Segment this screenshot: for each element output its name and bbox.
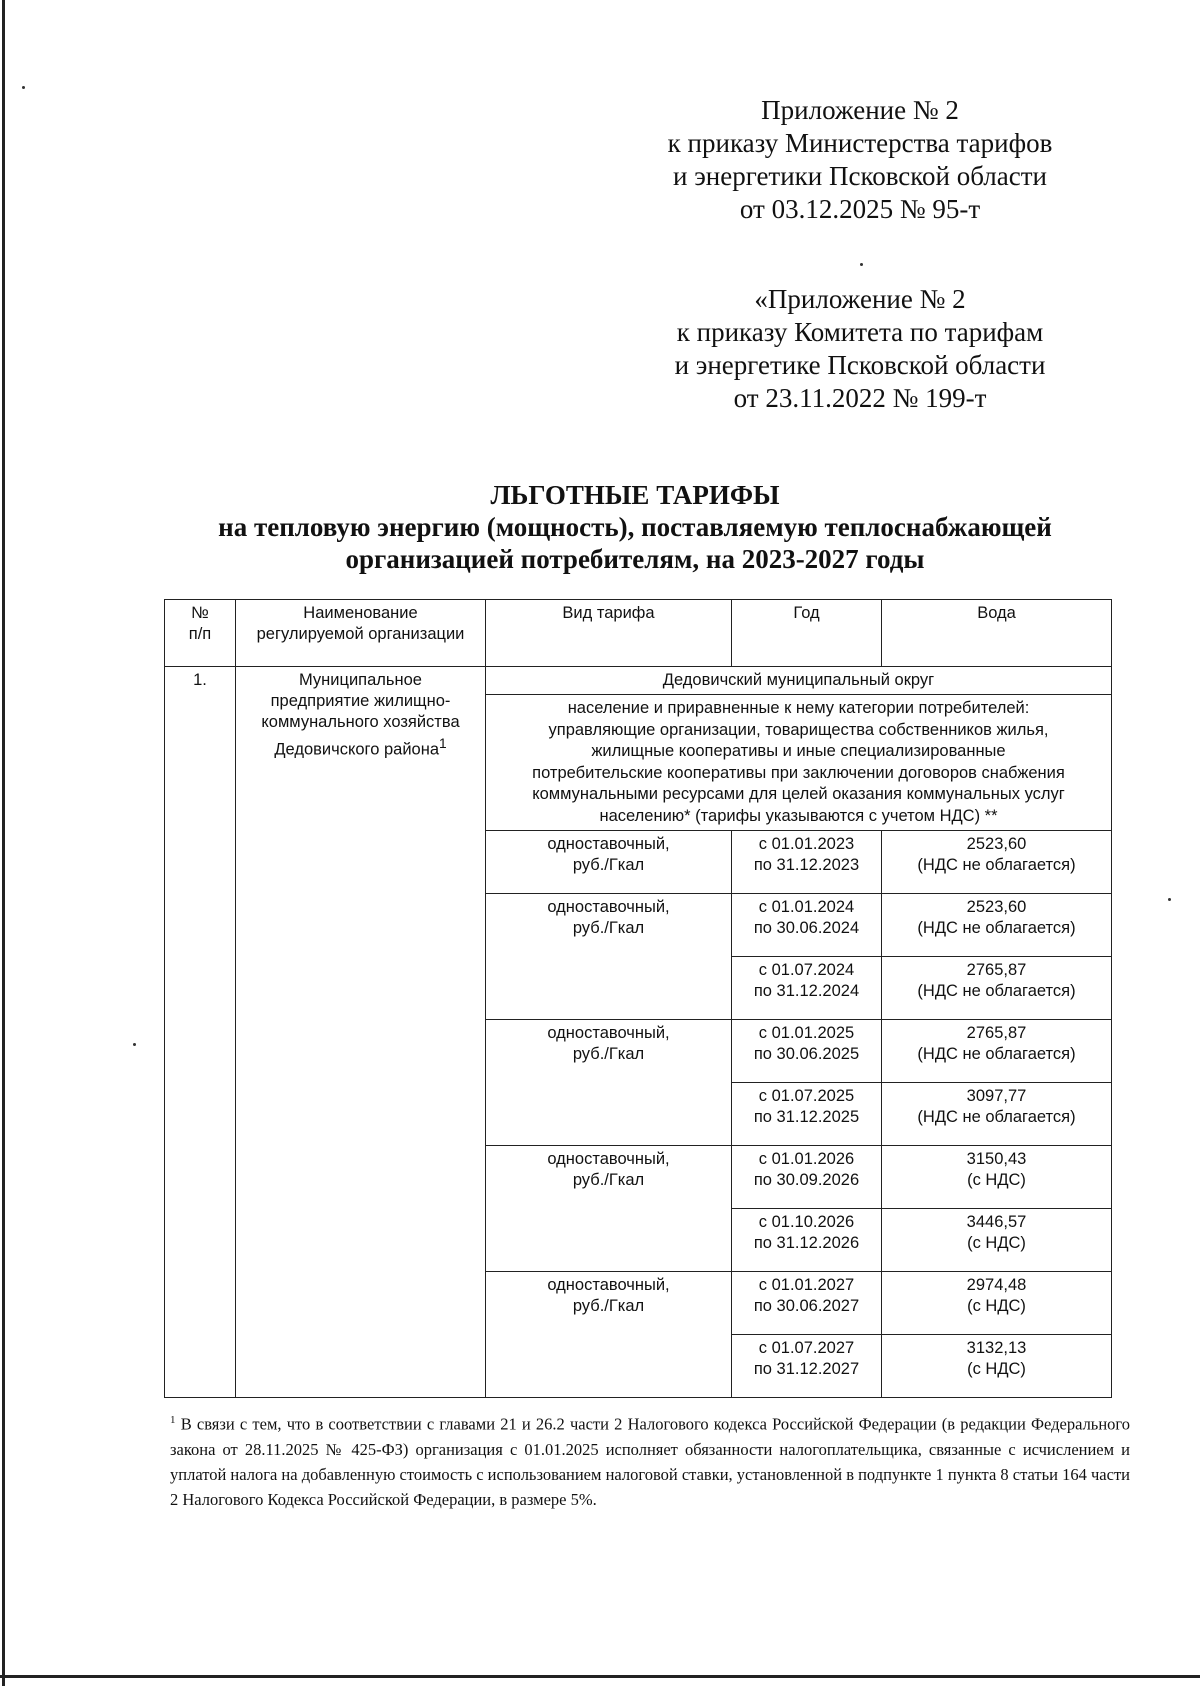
period-cell xyxy=(732,957,882,1020)
row-number: 1. xyxy=(165,667,236,1398)
title-line: организацией потребителям, на 2023-2027 годы xyxy=(345,544,925,574)
period-cell xyxy=(732,1020,882,1083)
scan-speck xyxy=(860,263,863,266)
appendix-current-header xyxy=(640,94,1080,226)
tariff-type-line: одноставочный, xyxy=(547,835,670,853)
table-header-row xyxy=(165,600,1112,667)
vat-note: (НДС не облагается) xyxy=(917,982,1076,1000)
vat-note: (с НДС) xyxy=(967,1360,1026,1378)
period-from: с 01.07.2024 xyxy=(758,961,855,979)
period-from: с 01.01.2025 xyxy=(758,1024,855,1042)
price-value: 2974,48 xyxy=(966,1276,1027,1294)
period-from: с 01.01.2027 xyxy=(758,1276,855,1294)
header-water: Вода xyxy=(882,600,1112,667)
scan-speck xyxy=(1168,898,1171,901)
period-to: по 30.06.2027 xyxy=(753,1297,860,1315)
price-cell xyxy=(882,894,1112,957)
appendix-line: Приложение № 2 xyxy=(761,95,959,125)
header-number xyxy=(165,600,236,667)
appendix-line: к приказу Министерства тарифов xyxy=(667,128,1053,158)
tariff-type xyxy=(486,831,732,894)
footnote xyxy=(170,1408,1130,1512)
price-value: 3446,57 xyxy=(966,1213,1027,1231)
consumer-group-line: потребительские кооперативы при заключении договоров снабжения xyxy=(532,763,1065,782)
period-to: по 31.12.2027 xyxy=(753,1360,860,1378)
period-cell xyxy=(732,1146,882,1209)
period-cell xyxy=(732,1083,882,1146)
consumer-group-line: жилищные кооперативы и иные специализированные xyxy=(591,742,1006,760)
header-text: № xyxy=(191,604,209,622)
tariff-type-line: руб./Гкал xyxy=(572,856,645,874)
price-value: 2765,87 xyxy=(966,961,1027,979)
period-to: по 31.12.2024 xyxy=(753,982,860,1000)
tariff-type-line: руб./Гкал xyxy=(572,1045,645,1063)
period-from: с 01.01.2023 xyxy=(758,835,855,853)
price-cell xyxy=(882,1272,1112,1335)
header-text: п/п xyxy=(188,625,212,643)
period-to: по 31.12.2023 xyxy=(753,856,860,874)
price-value: 3150,43 xyxy=(966,1150,1027,1168)
header-year: Год xyxy=(732,600,882,667)
appendix-line: от 03.12.2025 № 95-т xyxy=(739,194,981,224)
vat-note: (с НДС) xyxy=(967,1234,1026,1252)
consumer-group-line: управляющие организации, товарищества собственников жилья, xyxy=(548,720,1049,739)
organization-line: коммунального хозяйства xyxy=(261,713,460,731)
period-from: с 01.01.2026 xyxy=(758,1150,855,1168)
tariff-type-line: одноставочный, xyxy=(547,1024,670,1042)
tariff-type xyxy=(486,894,732,1020)
price-cell xyxy=(882,957,1112,1020)
organization-line: предприятие жилищно- xyxy=(270,692,451,710)
vat-note: (НДС не облагается) xyxy=(917,856,1076,874)
price-cell xyxy=(882,1146,1112,1209)
scan-speck xyxy=(22,86,25,89)
tariff-type xyxy=(486,1020,732,1146)
header-organization xyxy=(236,600,486,667)
period-to: по 31.12.2025 xyxy=(753,1108,860,1126)
appendix-line: к приказу Комитета по тарифам xyxy=(676,317,1044,347)
appendix-line: от 23.11.2022 № 199-т xyxy=(733,383,987,413)
period-cell xyxy=(732,894,882,957)
period-cell xyxy=(732,1209,882,1272)
scan-speck xyxy=(133,1043,136,1046)
price-cell xyxy=(882,831,1112,894)
tariff-type-line: одноставочный, xyxy=(547,1150,670,1168)
price-cell xyxy=(882,1209,1112,1272)
price-value: 2523,60 xyxy=(966,835,1027,853)
tariff-type xyxy=(486,1146,732,1272)
appendix-line: и энергетики Псковской области xyxy=(673,161,1047,191)
consumer-group-line: население и приравненные к нему категории потребителей: xyxy=(567,699,1030,717)
vat-note: (НДС не облагается) xyxy=(917,1108,1076,1126)
table-row xyxy=(165,667,1112,695)
tariff-type-line: одноставочный, xyxy=(547,1276,670,1294)
footnote-text: В связи с тем, что в соответствии с главами 21 и 26.2 части 2 Налогового кодекса Российской Федерации (в редакции Федерального закона от 28.11.2025 № 425-ФЗ) организация с 01.01.2025 исполняет обязанности налогоплательщика, связанные с исчислением и уплатой налога на добавленную стоимость с использованием налоговой ставки, установленной в подпункте 1 пункта 8 статьи 164 части 2 Налогового Кодекса Российской Федерации, в размере 5%. xyxy=(170,1414,1131,1509)
period-from: с 01.07.2025 xyxy=(758,1087,855,1105)
price-cell xyxy=(882,1335,1112,1398)
title-line: на тепловую энергию (мощность), поставляемую теплоснабжающей xyxy=(218,512,1052,542)
period-cell xyxy=(732,1335,882,1398)
scan-bottom-edge xyxy=(0,1675,1200,1678)
consumer-group xyxy=(486,695,1112,831)
appendix-original-header xyxy=(640,283,1080,415)
scan-left-edge xyxy=(2,0,5,1686)
organization-line xyxy=(240,733,481,761)
period-to: по 30.06.2024 xyxy=(753,919,860,937)
title-line: ЛЬГОТНЫЕ ТАРИФЫ xyxy=(490,480,780,510)
period-from: с 01.10.2026 xyxy=(758,1213,855,1231)
vat-note: (с НДС) xyxy=(967,1297,1026,1315)
period-to: по 30.06.2025 xyxy=(753,1045,860,1063)
price-value: 3132,13 xyxy=(966,1339,1027,1357)
period-to: по 30.09.2026 xyxy=(753,1171,860,1189)
organization-name xyxy=(236,667,486,1398)
period-cell xyxy=(732,831,882,894)
tariff-type xyxy=(486,1272,732,1398)
tariff-type-line: руб./Гкал xyxy=(572,1297,645,1315)
period-to: по 31.12.2026 xyxy=(753,1234,860,1252)
tariff-type-line: руб./Гкал xyxy=(572,919,645,937)
period-from: с 01.01.2024 xyxy=(758,898,855,916)
footnote-mark: 1 xyxy=(439,736,447,751)
organization-line: Муниципальное xyxy=(299,671,422,689)
appendix-line: и энергетике Псковской области xyxy=(674,350,1046,380)
district-name: Дедовичский муниципальный округ xyxy=(486,667,1112,695)
vat-note: (НДС не облагается) xyxy=(917,919,1076,937)
header-text: Наименование xyxy=(303,604,418,622)
consumer-group-line: коммунальными ресурсами для целей оказания коммунальных услуг xyxy=(532,785,1065,803)
footnote-mark: 1 xyxy=(170,1414,176,1426)
price-value: 3097,77 xyxy=(966,1087,1027,1105)
header-text: регулируемой организации xyxy=(256,625,465,643)
period-cell xyxy=(732,1272,882,1335)
price-cell xyxy=(882,1020,1112,1083)
price-value: 2523,60 xyxy=(966,898,1027,916)
consumer-group-line: населению* (тарифы указываются с учетом НДС) ** xyxy=(599,806,998,825)
tariff-type-line: руб./Гкал xyxy=(572,1171,645,1189)
price-value: 2765,87 xyxy=(966,1024,1027,1042)
organization-line-text: Дедовичского района xyxy=(274,740,439,759)
vat-note: (НДС не облагается) xyxy=(917,1045,1076,1063)
tariff-table xyxy=(164,599,1112,1398)
period-from: с 01.07.2027 xyxy=(758,1339,855,1357)
appendix-line: «Приложение № 2 xyxy=(754,284,966,314)
document-title xyxy=(140,479,1130,575)
vat-note: (с НДС) xyxy=(967,1171,1026,1189)
tariff-type-line: одноставочный, xyxy=(547,898,670,916)
header-tariff-type: Вид тарифа xyxy=(486,600,732,667)
price-cell xyxy=(882,1083,1112,1146)
